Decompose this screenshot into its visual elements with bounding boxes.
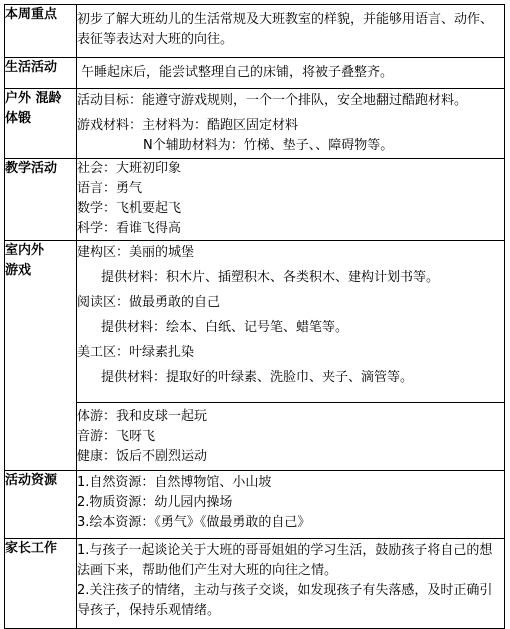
teaching-item: 社会：大班初印象 [77,161,182,176]
indoor-games-label [5,241,77,471]
outdoor-materials-aux: N个辅助材料为：竹梯、垫子、、障碍物等。 [143,138,394,153]
outdoor-exercise-cell [77,89,505,159]
life-activity-cell [77,58,505,89]
game-item: 音游：飞呀飞 [77,429,156,444]
parent-item: 1.与孩子一起谈论关于大班的哥哥姐姐的学习生活，鼓励孩子将自己的想法画下来，帮助他们产生对大班的向往之情。 [77,543,493,578]
outdoor-label-line2: 体锻 [5,111,32,126]
weekly-focus-label: 本周重点 [5,5,77,58]
indoor-label-line1: 室内外 [5,243,45,258]
teaching-item: 语言：勇气 [77,181,143,196]
game-item: 体游：我和皮球一起玩 [77,409,208,424]
zone-materials-art: 提供材料：提取好的叶绿素、洗脸巾、夹子、滴管等。 [101,370,414,385]
zone-materials-reading: 提供材料：绘本、白纸、记号笔、蜡笔等。 [101,320,349,335]
indoor-label-line2: 游戏 [5,263,32,278]
parent-work-cell [77,539,505,629]
resource-item: 2.物质资源：幼儿园内操场 [77,495,233,510]
row-life-activity [5,58,505,89]
parent-work-label: 家长工作 [5,539,77,629]
row-outdoor-games [5,403,505,471]
zone-materials-construction: 提供材料：积木片、插塑积木、各类积木、建构计划书等。 [101,270,440,285]
parent-item: 2.关注孩子的情绪，主动与孩子交谈，如发现孩子有失落感，及时正确引导孩子，保持乐观情绪。 [77,583,493,618]
weekly-plan-table [4,4,505,629]
game-item: 健康：饭后不剧烈运动 [77,449,208,464]
zone-title-reading: 阅读区：做最勇敢的自己 [77,295,221,310]
row-weekly-focus [5,5,505,58]
life-activity-label: 生活活动 [5,58,77,89]
indoor-zones-cell [77,241,505,403]
life-activity-text: 午睡起床后，能尝试整理自己的床铺，将被子叠整齐。 [81,65,394,80]
teaching-activity-label: 教学活动 [5,159,77,241]
outdoor-goal: 活动目标：能遵守游戏规则，一个一个排队，安全地翻过酷跑材料。 [77,93,468,108]
outdoor-materials-main: 游戏材料：主材料为：酷跑区固定材料 [77,118,299,133]
zone-title-construction: 建构区：美丽的城堡 [77,245,195,260]
resources-cell [77,471,505,539]
resources-label: 活动资源 [5,471,77,539]
weekly-focus-text [77,5,505,58]
resource-item: 1.自然资源：自然博物馆、小山坡 [77,475,272,490]
outdoor-label-line1: 户外 混龄 [5,91,62,106]
row-parent-work [5,539,505,629]
row-resources [5,471,505,539]
resource-item: 3.绘本资源：《勇气》《做最勇敢的自己》 [77,515,311,530]
weekly-focus-paragraph: 初步了解大班幼儿的生活常规及大班教室的样貌，并能够用语言、动作、表征等表达对大班的向往。 [77,12,494,47]
row-teaching-activity [5,159,505,241]
outdoor-games-cell [77,403,505,471]
teaching-item: 科学：看谁飞得高 [77,221,182,236]
teaching-item: 数学：飞机要起飞 [77,201,182,216]
outdoor-exercise-label [5,89,77,159]
row-indoor-zones [5,241,505,403]
row-outdoor-exercise [5,89,505,159]
teaching-activity-cell [77,159,505,241]
zone-title-art: 美工区：叶绿素扎染 [77,345,195,360]
